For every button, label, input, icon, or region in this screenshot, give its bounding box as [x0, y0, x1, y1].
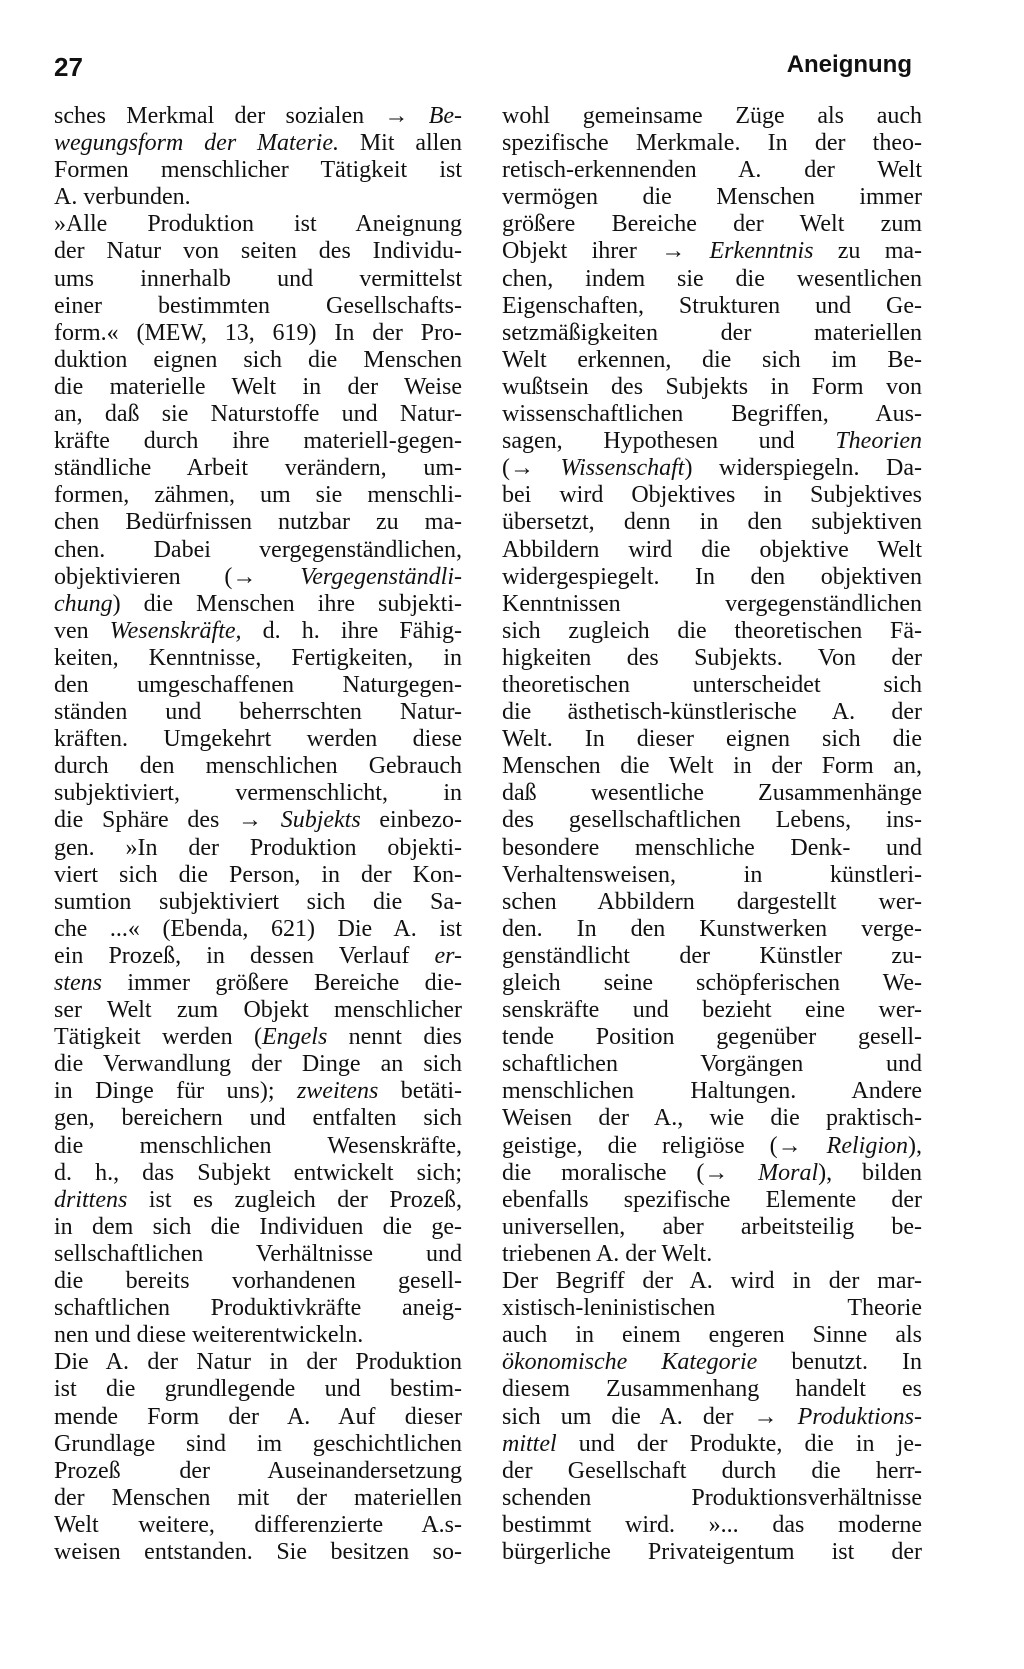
text-run: che ...« (Ebenda, 621) Die A. ist	[54, 915, 462, 942]
text-run: Formen menschlicher Tätigkeit ist	[54, 157, 462, 184]
text-line	[502, 1376, 922, 1403]
italic-term: stens	[54, 970, 102, 996]
text-line	[502, 238, 922, 265]
text-run: Die A. der Natur in der Produktion	[54, 1349, 462, 1376]
text-run: chen Bedürfnissen nutzbar zu ma-	[54, 509, 462, 536]
text-run: den. In den Kunstwerken verge-	[502, 915, 922, 942]
text-line	[502, 970, 922, 997]
italic-term: er-	[434, 942, 462, 969]
text-run: in Dinge für uns);	[54, 1078, 297, 1105]
text-line	[502, 1105, 922, 1132]
text-line	[502, 293, 922, 320]
text-run: Der Begriff der A. wird in der mar-	[502, 1268, 922, 1295]
text-run: bürgerliche Privateigentum ist der	[502, 1538, 922, 1565]
text-run: d. h., das Subjekt entwickelt sich;	[54, 1159, 462, 1186]
text-line	[54, 1458, 462, 1485]
text-run: die Verwandlung der Dinge an sich	[54, 1051, 462, 1078]
italic-term: Moral	[758, 1159, 819, 1186]
italic-term: Produktions-	[797, 1403, 922, 1430]
text-line	[502, 1024, 922, 1051]
text-line	[54, 889, 462, 916]
text-line	[502, 1349, 922, 1376]
text-run: der Gesellschaft durch die herr-	[502, 1457, 922, 1484]
italic-term: drittens	[54, 1186, 128, 1213]
text-run: theoretischen unterscheidet sich	[502, 671, 922, 698]
text-line	[502, 1133, 922, 1160]
text-line	[54, 1133, 462, 1160]
italic-term: Subjekts	[280, 807, 361, 834]
italic-term: mittel	[502, 1430, 557, 1457]
italic-term: Engels	[261, 1024, 328, 1051]
text-run: ser Welt zum Objekt menschlicher	[54, 997, 462, 1024]
text-run: subjektiviert, vermenschlicht, in	[54, 780, 462, 807]
text-line	[502, 726, 922, 753]
text-line	[54, 618, 462, 645]
text-run: ven	[54, 617, 110, 644]
text-line	[502, 1160, 922, 1187]
text-line	[54, 1160, 462, 1187]
right-column	[502, 103, 922, 1566]
text-run: widergespiegelt. In den objektiven	[502, 563, 922, 590]
text-line	[502, 130, 922, 157]
text-run: form.« (MEW, 13, 619) In der Pro-	[54, 319, 462, 346]
text-line	[54, 1105, 462, 1132]
text-line	[502, 1431, 922, 1458]
text-line	[502, 428, 922, 455]
text-run: duktion eignen sich die Menschen	[54, 346, 462, 373]
text-run: keiten, Kenntnisse, Fertigkeiten, in	[54, 644, 462, 671]
text-run: ) die Menschen ihre subjekti-	[112, 590, 462, 617]
text-run: ein Prozeß, in dessen Verlauf	[54, 942, 435, 969]
text-line	[54, 320, 462, 347]
text-line	[54, 943, 462, 970]
text-line	[502, 780, 922, 807]
text-line	[54, 401, 462, 428]
text-line	[502, 591, 922, 618]
text-line	[502, 564, 922, 591]
text-run: Prozeß der Auseinandersetzung	[54, 1457, 462, 1484]
text-line	[502, 1485, 922, 1512]
text-line	[502, 184, 922, 211]
text-run: betäti-	[378, 1078, 462, 1105]
text-line	[54, 103, 462, 130]
text-run: Objekt ihrer →	[502, 238, 710, 265]
text-line	[54, 645, 462, 672]
text-run: (→	[502, 455, 561, 482]
text-run: Eigenschaften, Strukturen und Ge-	[502, 292, 922, 319]
text-run: wußtsein des Subjekts in Form von	[502, 373, 922, 400]
text-line	[502, 374, 922, 401]
text-line	[502, 157, 922, 184]
text-run: senskräfte und bezieht eine wer-	[502, 997, 922, 1024]
left-column	[54, 103, 462, 1566]
text-line	[54, 130, 462, 157]
text-run: bei wird Objektives in Subjektives	[502, 482, 922, 509]
text-run: durch den menschlichen Gebrauch	[54, 753, 462, 780]
text-line	[502, 1322, 922, 1349]
text-run: an, daß sie Naturstoffe und Natur-	[54, 401, 462, 428]
text-line	[54, 1187, 462, 1214]
text-run: »Alle Produktion ist Aneignung	[54, 211, 462, 238]
text-line	[54, 238, 462, 265]
text-run: gen. »In der Produktion objekti-	[54, 834, 462, 861]
text-run: A. verbunden.	[54, 184, 191, 211]
text-run: ),	[908, 1132, 922, 1159]
text-line	[502, 1214, 922, 1241]
text-line	[502, 266, 922, 293]
text-line	[502, 482, 922, 509]
text-run: ist es zugleich der Prozeß,	[127, 1186, 462, 1213]
text-line	[502, 1512, 922, 1539]
text-run: ), bilden	[818, 1159, 923, 1186]
text-run: wissenschaftlichen Begriffen, Aus-	[502, 401, 922, 428]
text-line	[54, 1349, 462, 1376]
text-run: ständliche Arbeit verändern, um-	[54, 455, 462, 482]
text-run: gleich seine schöpferischen We-	[502, 970, 922, 996]
text-run: schaftlichen Vorgängen und	[502, 1051, 922, 1078]
text-run: die Sphäre des →	[54, 807, 281, 834]
text-run: der Natur von seiten des Individu-	[54, 238, 462, 265]
text-line	[502, 347, 922, 374]
text-line	[502, 943, 922, 970]
text-line	[54, 862, 462, 889]
text-run: der Menschen mit der materiellen	[54, 1484, 462, 1511]
text-line	[54, 482, 462, 509]
text-run: universellen, aber arbeitsteilig be-	[502, 1213, 922, 1240]
text-line	[502, 916, 922, 943]
text-line	[54, 1024, 462, 1051]
text-line	[54, 1539, 462, 1566]
text-run: die bereits vorhandenen gesell-	[54, 1268, 462, 1295]
text-line	[54, 1295, 462, 1322]
text-line	[502, 509, 922, 536]
text-run: Abbildern wird die objektive Welt	[502, 536, 922, 563]
text-line	[502, 807, 922, 834]
text-line	[502, 835, 922, 862]
text-line	[502, 889, 922, 916]
text-run: geistige, die religiöse (→	[502, 1132, 827, 1159]
text-run: vermögen die Menschen immer	[502, 184, 922, 211]
text-run: immer größere Bereiche die-	[102, 970, 462, 996]
text-line	[502, 320, 922, 347]
running-head: Aneignung	[786, 51, 912, 78]
italic-term: Theorien	[835, 428, 922, 455]
text-line	[502, 103, 922, 130]
text-run: formen, zähmen, um sie menschli-	[54, 482, 462, 509]
text-line	[54, 1078, 462, 1105]
text-line	[502, 455, 922, 482]
text-run: die ästhetisch-künstlerische A. der	[502, 699, 922, 726]
text-run: triebenen A. der Welt.	[502, 1240, 713, 1267]
text-run: schen Abbildern dargestellt wer-	[502, 888, 922, 915]
text-run: weisen entstanden. Sie besitzen so-	[54, 1538, 462, 1565]
text-run: sich um die A. der →	[502, 1403, 798, 1430]
text-line	[502, 211, 922, 238]
text-line	[502, 1295, 922, 1322]
text-run: einer bestimmten Gesellschafts-	[54, 292, 462, 319]
text-run: setzmäßigkeiten der materiellen	[502, 319, 922, 346]
text-run: ist die grundlegende und bestim-	[54, 1376, 462, 1403]
text-run: kräften. Umgekehrt werden diese	[54, 726, 462, 753]
text-line	[54, 455, 462, 482]
italic-term: Wesenskräfte,	[109, 617, 242, 644]
text-run: objektivieren (→	[54, 563, 301, 590]
text-run: mende Form der A. Auf dieser	[54, 1403, 462, 1430]
text-line	[502, 537, 922, 564]
text-line	[54, 916, 462, 943]
text-line	[502, 1241, 922, 1268]
text-run: sellschaftlichen Verhältnisse und	[54, 1240, 462, 1267]
text-run: benutzt. In	[757, 1349, 922, 1376]
text-line	[54, 293, 462, 320]
text-run: gen, bereichern und entfalten sich	[54, 1105, 462, 1132]
text-run: sich zugleich die theoretischen Fä-	[502, 617, 922, 644]
text-run: ebenfalls spezifische Elemente der	[502, 1186, 922, 1213]
text-line	[54, 537, 462, 564]
italic-term: chung	[54, 590, 113, 617]
text-run: Welt erkennen, die sich im Be-	[502, 346, 922, 373]
text-line	[502, 618, 922, 645]
text-run: Weisen der A., wie die praktisch-	[502, 1105, 922, 1132]
text-run: des gesellschaftlichen Lebens, ins-	[502, 807, 922, 834]
text-run: die moralische (→	[502, 1159, 759, 1186]
text-line	[54, 374, 462, 401]
text-line	[54, 428, 462, 455]
text-line	[502, 1268, 922, 1295]
text-run: wohl gemeinsame Züge als auch	[502, 103, 922, 129]
text-line	[54, 1376, 462, 1403]
text-run: den umgeschaffenen Naturgegen-	[54, 671, 462, 698]
text-run: sches Merkmal der sozialen →	[54, 103, 429, 129]
text-line	[54, 807, 462, 834]
text-run: Mit allen	[338, 130, 462, 157]
text-line	[54, 780, 462, 807]
text-line	[54, 509, 462, 536]
text-run: in dem sich die Individuen die ge-	[54, 1213, 462, 1240]
text-run: d. h. ihre Fähig-	[241, 617, 462, 644]
text-line	[502, 1187, 922, 1214]
text-run: und der Produkte, die in je-	[556, 1430, 922, 1457]
text-line	[54, 970, 462, 997]
text-run: die materielle Welt in der Weise	[54, 373, 462, 400]
text-run: menschlichen Haltungen. Andere	[502, 1078, 922, 1105]
text-line	[54, 726, 462, 753]
text-line	[502, 1404, 922, 1431]
text-line	[502, 699, 922, 726]
text-line	[54, 1512, 462, 1539]
text-run: nennt dies	[327, 1024, 462, 1051]
text-line	[502, 862, 922, 889]
italic-term: Wissenschaft	[560, 455, 685, 482]
text-line	[54, 1051, 462, 1078]
text-line	[502, 753, 922, 780]
text-run: xistisch-leninistischen Theorie	[502, 1295, 922, 1322]
text-line	[54, 347, 462, 374]
text-run: bestimmt wird. »... das moderne	[502, 1511, 922, 1538]
text-run: schenden Produktionsverhältnisse	[502, 1484, 922, 1511]
text-run: Menschen die Welt in der Form an,	[502, 753, 922, 780]
text-run: chen. Dabei vergegenständlichen,	[54, 536, 462, 563]
text-line	[54, 211, 462, 238]
text-line	[502, 1051, 922, 1078]
text-run: Kenntnissen vergegenständlichen	[502, 590, 922, 617]
text-run: spezifische Merkmale. In der theo-	[502, 130, 922, 157]
text-line	[54, 591, 462, 618]
text-line	[54, 266, 462, 293]
text-line	[54, 1404, 462, 1431]
text-line	[54, 1322, 462, 1349]
text-run: auch in einem engeren Sinne als	[502, 1322, 922, 1349]
text-line	[502, 1539, 922, 1566]
italic-term: zweitens	[296, 1078, 379, 1105]
text-run: chen, indem sie die wesentlichen	[502, 265, 922, 292]
text-run: kräfte durch ihre materiell-gegen-	[54, 428, 462, 455]
text-line	[54, 157, 462, 184]
text-run: einbezo-	[360, 807, 462, 834]
text-line	[502, 1458, 922, 1485]
text-run: daß wesentliche Zusammenhänge	[502, 780, 922, 807]
text-run: besondere menschliche Denk- und	[502, 834, 922, 861]
text-run: retisch-erkennenden A. der Welt	[502, 157, 922, 184]
text-line	[54, 997, 462, 1024]
italic-term: Vergegenständli-	[300, 563, 462, 590]
text-run: sagen, Hypothesen und	[502, 428, 836, 455]
text-run: genständlicht der Künstler zu-	[502, 942, 922, 969]
text-run: übersetzt, denn in den subjektiven	[502, 509, 922, 536]
italic-term: wegungsform der Materie.	[54, 130, 339, 157]
text-run: zu ma-	[813, 238, 923, 265]
text-line	[54, 564, 462, 591]
text-run: Welt. In dieser eignen sich die	[502, 726, 922, 753]
text-run: schaftlichen Produktivkräfte aneig-	[54, 1295, 462, 1322]
text-line	[502, 1078, 922, 1105]
text-line	[54, 1485, 462, 1512]
text-line	[54, 184, 462, 211]
italic-term: Erkenntnis	[709, 238, 814, 265]
italic-term: Religion	[826, 1132, 908, 1159]
italic-term: Be-	[428, 103, 462, 129]
text-line	[54, 835, 462, 862]
text-run: sumtion subjektiviert sich die Sa-	[54, 888, 462, 915]
text-line	[54, 1214, 462, 1241]
text-run: ständen und beherrschten Natur-	[54, 699, 462, 726]
text-run: nen und diese weiterentwickeln.	[54, 1322, 364, 1349]
text-line	[54, 672, 462, 699]
italic-term: ökonomische Kategorie	[502, 1349, 758, 1376]
text-run: Tätigkeit werden (	[54, 1024, 262, 1051]
text-run: Grundlage sind im geschichtlichen	[54, 1430, 462, 1457]
text-run: Verhaltensweisen, in künstleri-	[502, 861, 922, 888]
text-line	[54, 1241, 462, 1268]
text-run: Welt weitere, differenzierte A.s-	[54, 1511, 462, 1538]
text-run: ums innerhalb und vermittelst	[54, 265, 462, 292]
text-line	[502, 672, 922, 699]
text-line	[54, 699, 462, 726]
text-run: diesem Zusammenhang handelt es	[502, 1376, 922, 1403]
text-line	[54, 1431, 462, 1458]
text-run: viert sich die Person, in der Kon-	[54, 861, 462, 888]
text-run: higkeiten des Subjekts. Von der	[502, 644, 922, 671]
text-run: größere Bereiche der Welt zum	[502, 211, 922, 238]
text-run: ) widerspiegeln. Da-	[684, 455, 922, 482]
text-line	[502, 645, 922, 672]
page-number: 27	[54, 52, 83, 82]
text-line	[502, 997, 922, 1024]
text-run: tende Position gegenüber gesell-	[502, 1024, 922, 1051]
text-line	[54, 1268, 462, 1295]
text-line	[54, 753, 462, 780]
text-line	[502, 401, 922, 428]
text-run: die menschlichen Wesenskräfte,	[54, 1132, 462, 1159]
